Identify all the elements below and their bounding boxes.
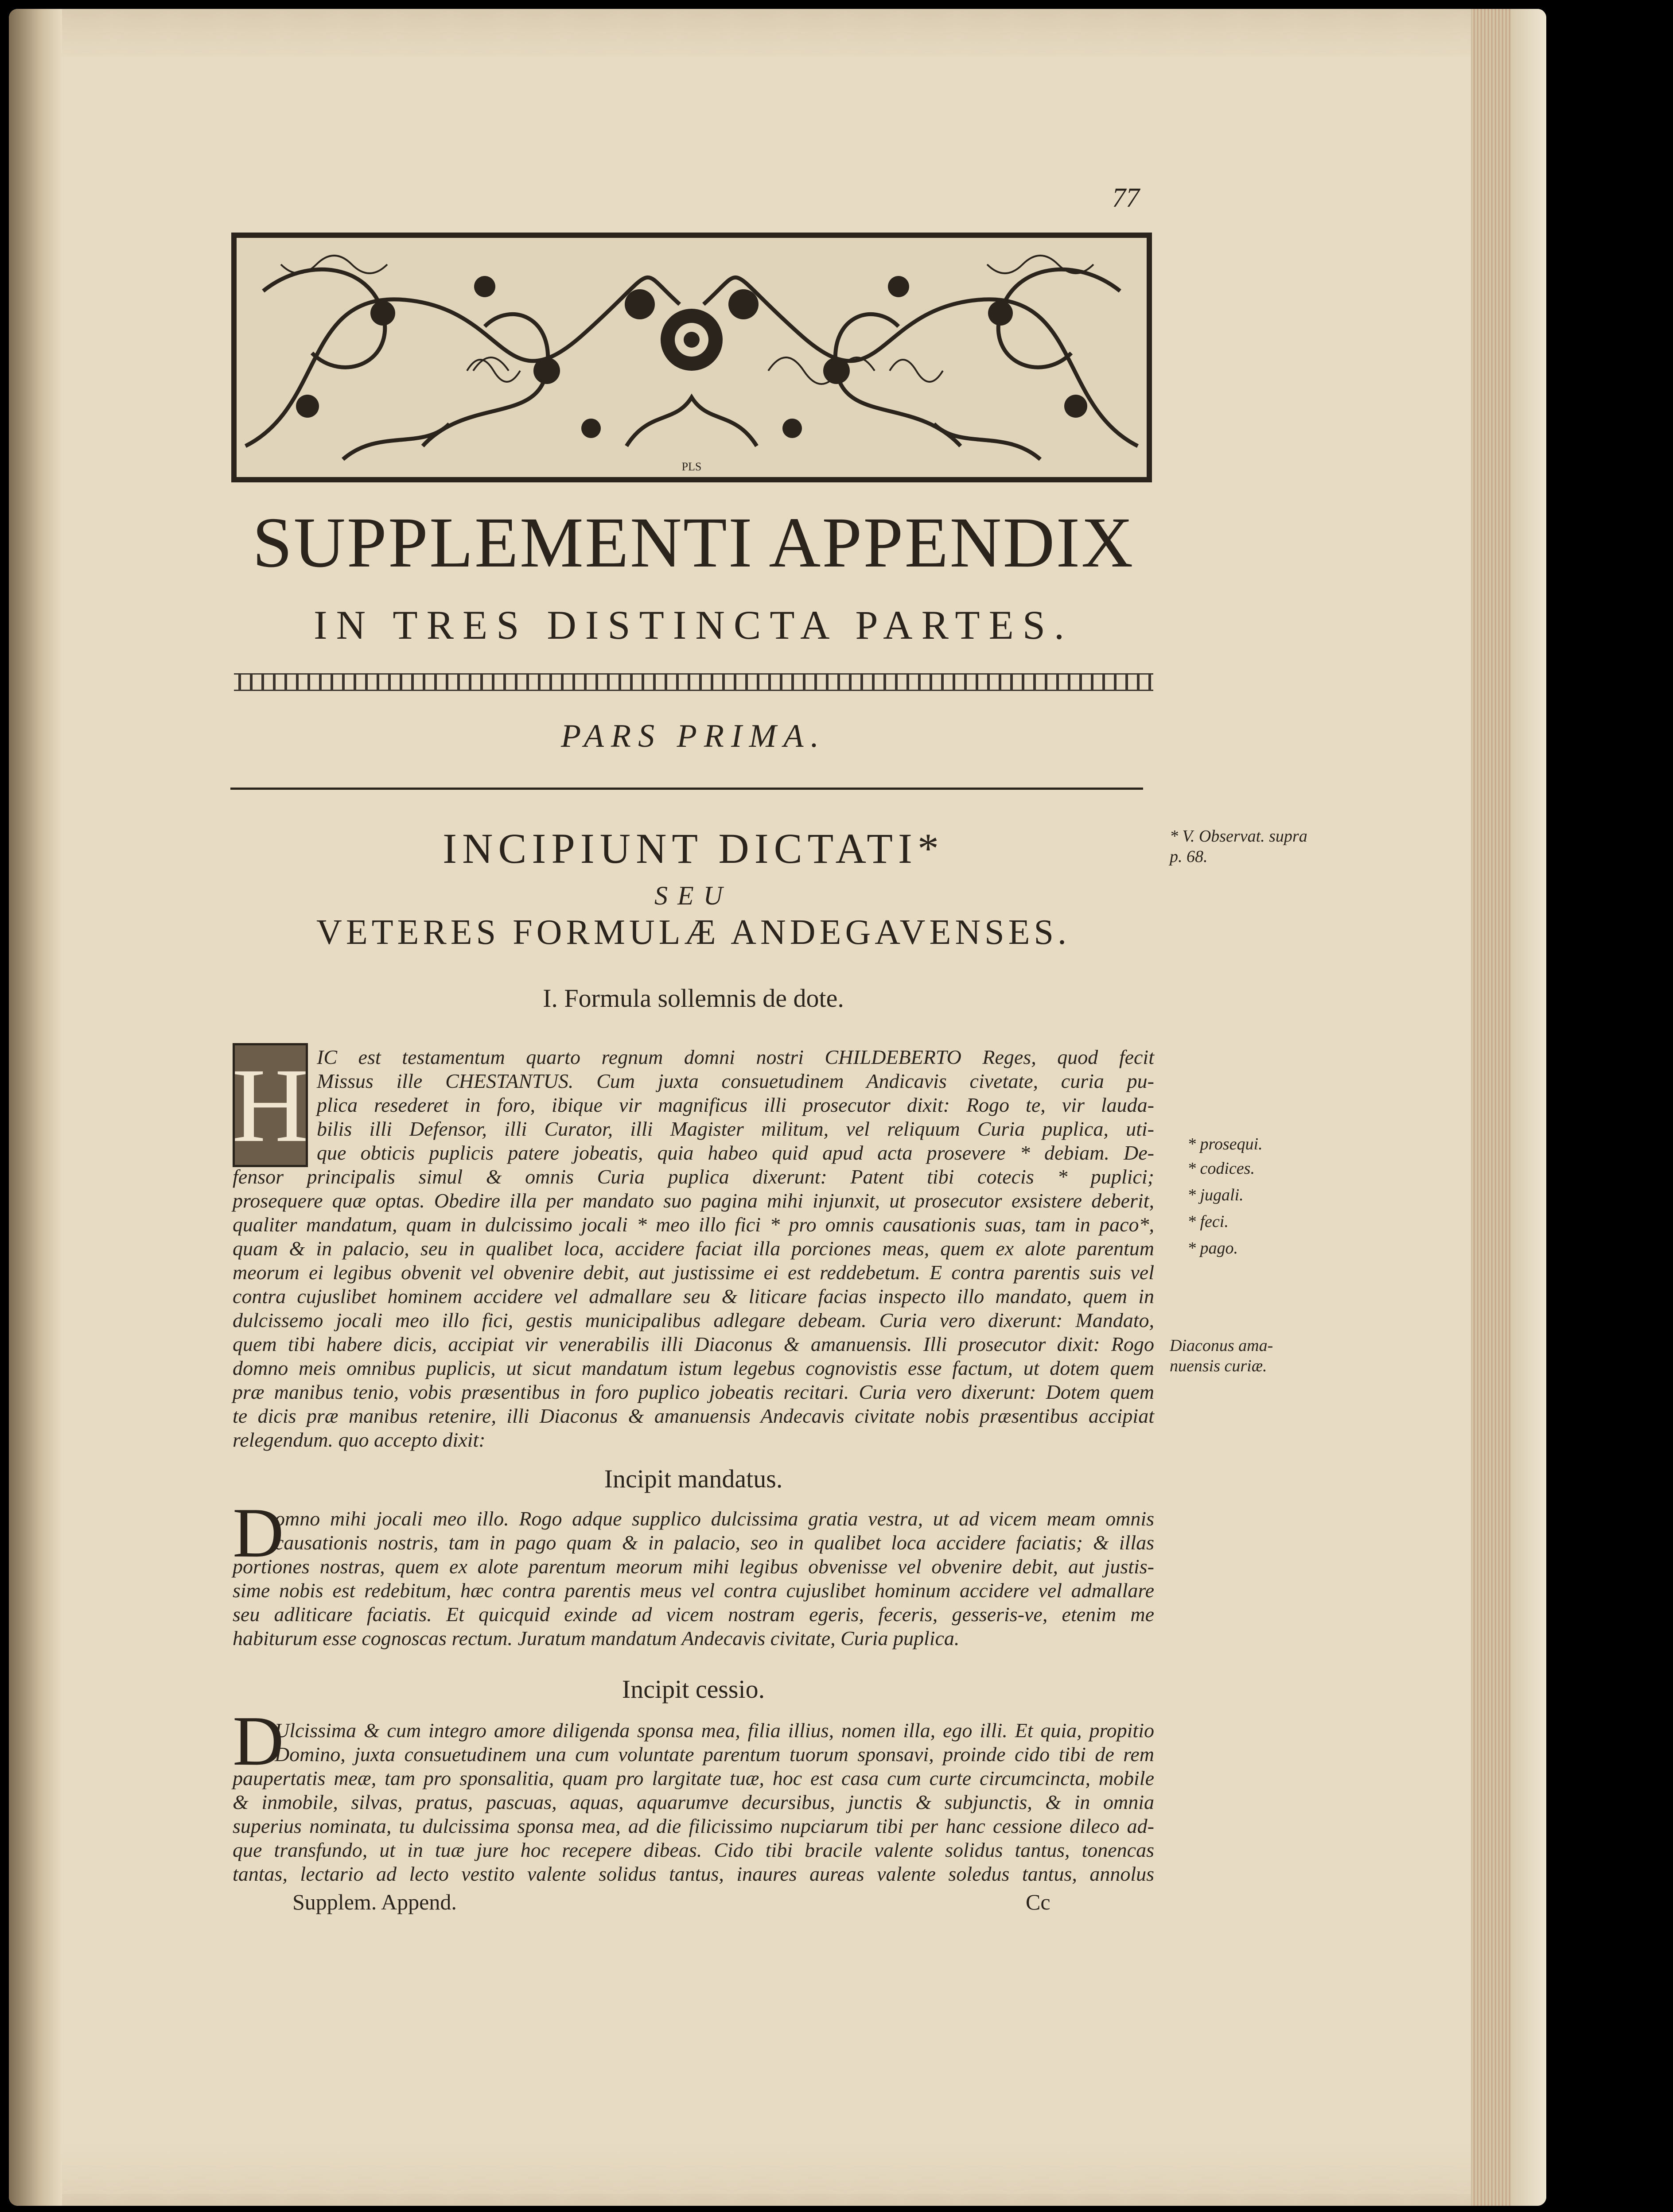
margin-note-jugali: * jugali. — [1187, 1186, 1244, 1204]
book-cover-edge — [1511, 9, 1546, 2206]
decorated-initial: H — [233, 1043, 308, 1167]
text-line: Domino, juxta consuetudinem una cum voluntate parentum tuorum sponsavi, proinde cido tibi de rem — [275, 1743, 1154, 1766]
text-line: contra cujuslibet hominem accidere vel admallare seu & liticare facias inspecto illo mandato, quem in — [233, 1285, 1154, 1308]
text-line: seu adliticare faciatis. Et quicquid exinde ad vicem nostram egeris, feceris, gesseris-ve, etenim me — [233, 1603, 1154, 1626]
paragraph-mandatus — [233, 1507, 1154, 1650]
text-line: dulcissemo jocali meo illo fici, gestis municipalibus adlegare debeam. Curia vero dixerunt: Mandato, — [233, 1309, 1154, 1331]
drop-cap-initial: D — [233, 1493, 284, 1572]
text-line: bilis illi Defensor, illi Curator, illi Magister militum, vel reliquum Curia puplica, uti- — [317, 1118, 1154, 1140]
margin-note-diaconus: Diaconus ama-nuensis curiæ. — [1170, 1336, 1273, 1375]
text-line: superius nominata, tu dulcissima sponsa mea, ad die filicissimo nupciarum tibi per hanc cessione dileco ad- — [233, 1815, 1154, 1837]
section-title-cessio: Incipit cessio. — [622, 1675, 765, 1704]
margin-note-prosequi: * prosequi. — [1187, 1135, 1263, 1153]
paragraph-dote — [233, 1045, 1154, 1452]
text-line: fensor principalis simul & omnis Curia puplica dixerunt: Patent tibi cotecis * puplici; — [233, 1165, 1154, 1188]
text-line: quem tibi habere dicis, accipiat vir venerabilis illi Diaconus & amanuensis. Illi prosecutor dixit: Rogo — [233, 1333, 1154, 1355]
floral-ornament-icon — [237, 238, 1147, 477]
decorative-rule — [234, 673, 1153, 691]
signature-mark: Supplem. Append. — [292, 1890, 457, 1914]
text-line: relegendum. quo accepto dixit: — [233, 1428, 486, 1451]
text-line: plica resederet in foro, ibique vir magnificus illi prosecutor dixit: Rogo te, vir lauda- — [317, 1094, 1154, 1116]
margin-note-feci: * feci. — [1187, 1212, 1229, 1231]
ornamental-headpiece — [231, 233, 1152, 482]
margin-note-observat: * V. Observat. supra p. 68. — [1170, 827, 1307, 866]
text-line: omno mihi jocali meo illo. Rogo adque supplico dulcissima gratia vestra, ut ad vicem meam omnis — [275, 1507, 1154, 1530]
text-line: præ manibus tenio, vobis præsentibus in foro puplico jobeatis recitari. Curia vero dixerunt: Dotem quem — [233, 1381, 1154, 1403]
chapter-heading-line2: SEU — [654, 881, 732, 910]
book-page — [9, 9, 1546, 2206]
text-line: quam & in palacio, seu in qualibet loca, accidere faciat illa porciones meas, quem ex alote parentum — [233, 1237, 1154, 1260]
svg-text:PLS: PLS — [681, 460, 702, 473]
page-edge — [1471, 9, 1511, 2206]
text-line: Missus ille CHESTANTUS. Cum juxta consuetudinem Andicavis civetate, curia pu- — [317, 1070, 1154, 1092]
text-line: que transfundo, ut in tuæ jure hoc recepere dibeas. Cido tibi bracile valente solidus tantus, tonencas — [233, 1839, 1154, 1861]
gathering-mark: Cc — [1026, 1890, 1050, 1914]
section-title-mandatus: Incipit mandatus. — [604, 1464, 783, 1493]
part-heading: PARS PRIMA. — [561, 718, 826, 754]
text-line: portiones nostras, quem ex alote parentum meorum mihi legibus obvenisse vel obvenire debit, aut justis- — [233, 1555, 1154, 1578]
section-title-dote: I. Formula sollemnis de dote. — [543, 984, 844, 1013]
page-gutter — [9, 9, 62, 2206]
text-line: tantas, lectario ad lecto vestito valente solidus tantus, inaures aureas valente soledus tantus, annolus — [233, 1863, 1154, 1885]
text-line: qualiter mandatum, quam in dulcissimo jocali * meo illo fici * pro omnis causationis suas, tam in paco*, — [233, 1213, 1154, 1236]
text-line: IC est testamentum quarto regnum domni nostri CHILDEBERTO Reges, quod fecit — [317, 1046, 1154, 1068]
text-line: domno meis omnibus puplicis, ut sicut mandatum istum legebus cognovistis esse factum, ut dotem quem — [233, 1357, 1154, 1379]
page-subtitle: IN TRES DISTINCTA PARTES. — [314, 602, 1073, 648]
chapter-heading-line1: INCIPIUNT DICTATI* — [443, 825, 944, 872]
text-line: paupertatis meæ, tam pro sponsalitia, quam pro largitate tuæ, hoc est casa cum curte circumcincta, mobile — [233, 1767, 1154, 1789]
text-line: habiturum esse cognoscas rectum. Juratum mandatum Andecavis civitate, Curia puplica. — [233, 1627, 960, 1649]
margin-note-codices: * codices. — [1187, 1159, 1255, 1178]
text-line: sime nobis est redebitum, hæc contra parentis meus vel contra cujuslibet hominum accidere vel admallare — [233, 1579, 1154, 1602]
paragraph-cessio — [233, 1719, 1154, 1886]
text-line: prosequere quæ optas. Obedire illa per mandato suo pagina mihi injunxit, ut prosecutor exsistere deberit, — [233, 1189, 1154, 1212]
text-line: Ulcissima & cum integro amore diligenda sponsa mea, filia illius, nomen illa, ego illi. Et quia, propitio — [275, 1719, 1154, 1742]
margin-note-pago: * pago. — [1187, 1239, 1238, 1257]
chapter-heading-line3: VETERES FORMULÆ ANDEGAVENSES. — [316, 913, 1070, 952]
horizontal-rule — [230, 788, 1143, 790]
text-line: meorum ei legibus obvenit vel obvenire debit, aut justissime ei est reddebetum. E contra parentis suis vel — [233, 1261, 1154, 1284]
text-line: & inmobile, silvas, pratus, pascuas, aquas, aquarumve decursibus, junctis & subjunctis, & in omnia — [233, 1791, 1154, 1813]
page-title: SUPPLEMENTI APPENDIX — [252, 503, 1135, 582]
text-line: causationis nostris, tam in pago quam & in palacio, seo in qualibet loca accidere faciatis; & illas — [275, 1531, 1154, 1554]
drop-cap-initial: D — [233, 1701, 284, 1780]
page-number: 77 — [1112, 183, 1140, 213]
text-line: te dicis præ manibus retenire, illi Diaconus & amanuensis Andecavis civitate nobis præsentibus accipiat — [233, 1405, 1154, 1427]
text-line: que obticis puplicis patere jobeatis, quia habeo quid apud acta prosevere * debiam. De- — [317, 1141, 1154, 1164]
